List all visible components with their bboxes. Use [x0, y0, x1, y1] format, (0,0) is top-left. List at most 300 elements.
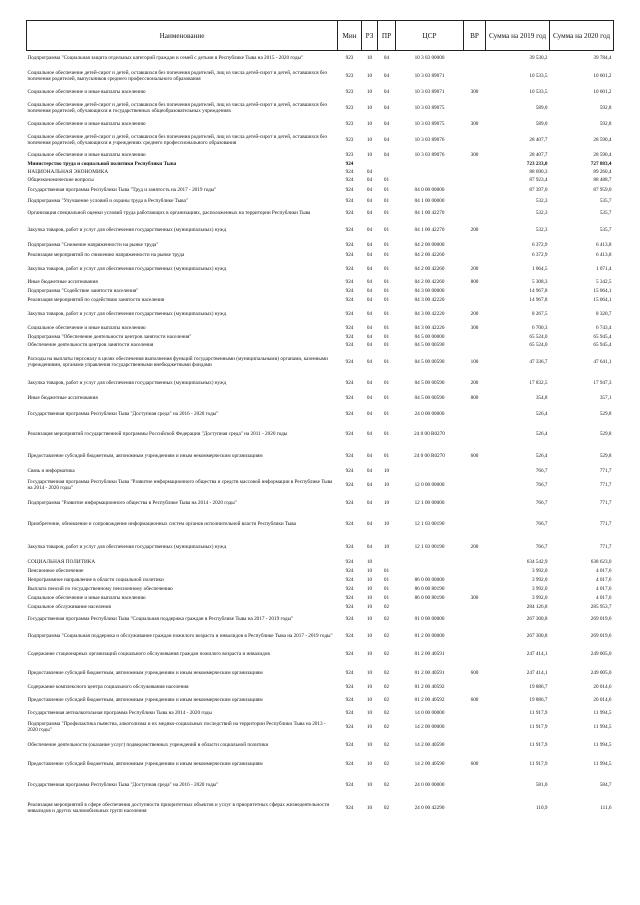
row-name: Связь и информатика	[27, 468, 75, 474]
row-csr: 10 3 03 89075	[414, 120, 445, 127]
row-sum-2020: 771,7	[599, 499, 612, 506]
row-sum-2020: 592,8	[599, 120, 612, 127]
row-vr	[464, 168, 486, 176]
row-vr	[464, 495, 486, 511]
row-sum-2019: 766,7	[535, 482, 548, 488]
row-min: 924	[345, 760, 354, 767]
table-row	[27, 129, 614, 151]
row-name: СОЦИАЛЬНАЯ ПОЛИТИКА	[27, 558, 96, 565]
row-csr: 04 5 00 00590	[414, 395, 445, 401]
row-vr	[464, 796, 486, 820]
row-vr	[464, 295, 486, 305]
row-vr: 300	[470, 152, 479, 158]
row-vr	[464, 709, 486, 718]
row-csr: 04 2 00 00000	[414, 241, 445, 248]
row-min: 924	[345, 586, 354, 592]
table-row	[27, 423, 614, 445]
row-pr: 02	[383, 696, 390, 703]
row-name: Общеэкономические вопросы	[27, 176, 94, 183]
table-row	[27, 585, 614, 594]
row-vr	[464, 627, 486, 645]
row-pr: 02	[383, 804, 390, 811]
row-sum-2020: 4 017,6	[595, 586, 612, 592]
row-pr: 01	[383, 241, 390, 248]
row-name: Государственная антиалкогольная программа Республики Тыва на 2014 - 2020 годы	[27, 710, 212, 716]
row-name: Государственная программа Республики Тыва "Социальная поддержка граждан в Республике Тыва на 2017 - 2019 годы"	[27, 615, 294, 622]
row-csr: 10 3 03 89076	[414, 152, 445, 158]
row-csr: 04 5 00 00590	[414, 358, 445, 365]
row-sum-2019: 581,0	[535, 781, 548, 788]
row-pr: 01	[383, 226, 390, 233]
row-sum-2020: 20 014,6	[593, 696, 612, 703]
row-sum-2019: 1 064,5	[531, 265, 548, 272]
row-vr: 300	[470, 595, 479, 601]
row-vr	[464, 97, 486, 119]
row-csr: 12 0 00 00000	[414, 482, 445, 488]
row-min: 924	[345, 683, 354, 690]
row-csr: 24 0 00 R0270	[414, 452, 445, 459]
row-rz: 10	[366, 650, 373, 657]
row-vr	[464, 645, 486, 663]
table-row	[27, 160, 614, 168]
row-sum-2019: 589,0	[535, 120, 548, 127]
row-sum-2020: 47 641,1	[593, 358, 612, 365]
row-sum-2019: 88 690,3	[529, 168, 548, 175]
row-min: 924	[345, 482, 354, 488]
row-pr: 01	[383, 279, 390, 285]
row-csr: 04 3 00 42220	[414, 324, 445, 331]
row-csr: 10 3 03 89075	[414, 104, 445, 111]
table-row	[27, 206, 614, 220]
row-rz: 10	[366, 723, 373, 730]
header-min: Мин	[338, 21, 362, 51]
row-csr: 86 0 00 80190	[414, 586, 445, 592]
row-pr: 04	[383, 104, 390, 111]
row-min: 924	[345, 603, 354, 610]
row-rz: 10	[366, 152, 373, 158]
row-min: 924	[345, 241, 354, 248]
row-sum-2019: 284 126,8	[526, 603, 548, 610]
row-rz: 04	[366, 324, 373, 331]
row-min: 923	[345, 88, 354, 95]
row-min: 924	[345, 410, 354, 417]
row-name: Предоставление субсидий бюджетным, автономным учреждениям и иным некоммерческим организациям	[27, 760, 263, 767]
row-csr	[396, 567, 464, 576]
row-name: Закупка товаров, работ и услуг для обеспечения государственных (муниципальных) нужд	[27, 543, 227, 550]
row-name: Подпрограмма "Снижение напряженности на рынке труда"	[27, 241, 159, 248]
row-vr	[464, 160, 486, 168]
row-name: Иные бюджетные ассигнования	[27, 395, 98, 401]
row-sum-2020: 535,7	[599, 197, 612, 204]
row-sum-2019: 766,7	[535, 499, 548, 506]
row-sum-2020: 15 064,1	[593, 296, 612, 303]
row-name: Подпрограмма "Содействие занятости населения"	[27, 287, 139, 294]
row-min: 924	[345, 577, 354, 583]
row-rz: 10	[366, 586, 373, 592]
row-sum-2020: 771,7	[599, 468, 612, 474]
row-vr: 600	[470, 669, 479, 676]
row-name: Закупка товаров, работ и услуг для обеспечения государственных (муниципальных) нужд	[27, 310, 227, 317]
row-vr	[464, 467, 486, 476]
row-name: Содержание комплексного центра социального обслуживания населения	[27, 683, 189, 690]
row-vr	[464, 333, 486, 341]
row-pr: 10	[383, 468, 390, 474]
row-min: 924	[345, 197, 354, 204]
row-sum-2020: 727 883,4	[590, 160, 612, 167]
row-pr: 01	[383, 287, 390, 294]
row-csr: 04 3 00 42220	[414, 310, 445, 317]
row-pr: 10	[383, 482, 390, 488]
row-csr: 14 2 00 00000	[414, 723, 445, 730]
row-min: 924	[345, 342, 354, 348]
row-csr: 04 5 00 00000	[414, 333, 445, 340]
row-rz: 04	[366, 430, 373, 437]
table-row	[27, 87, 614, 97]
row-sum-2019: 3 992,0	[531, 568, 548, 574]
row-csr	[396, 467, 464, 476]
row-vr	[464, 736, 486, 754]
row-min: 924	[345, 781, 354, 788]
row-vr: 200	[470, 310, 479, 317]
row-min: 924	[345, 324, 354, 331]
row-min: 924	[345, 710, 354, 716]
row-sum-2019: 65 524,0	[529, 342, 548, 348]
row-rz: 04	[366, 265, 373, 272]
row-vr	[464, 511, 486, 537]
row-csr: 04 2 00 42260	[414, 265, 445, 272]
row-vr	[464, 567, 486, 576]
row-vr	[464, 683, 486, 691]
row-sum-2019: 3 992,0	[531, 586, 548, 592]
row-sum-2019: 723 233,0	[526, 160, 548, 167]
row-pr: 02	[383, 632, 390, 639]
row-csr	[396, 160, 464, 168]
row-sum-2019: 267 300,8	[526, 632, 548, 639]
row-name: Социальное обслуживание населения	[27, 603, 111, 610]
row-csr: 04 2 00 42260	[414, 279, 445, 285]
table-row	[27, 323, 614, 333]
row-min: 924	[345, 358, 354, 365]
table-row	[27, 151, 614, 160]
row-csr: 12 1 03 00190	[414, 520, 445, 527]
row-min: 924	[345, 543, 354, 550]
row-min: 924	[345, 176, 354, 183]
row-sum-2020: 39 784,4	[550, 51, 614, 65]
row-rz: 04	[366, 197, 373, 204]
row-sum-2019: 766,7	[535, 468, 548, 474]
row-sum-2020: 771,7	[599, 543, 612, 550]
table-row	[27, 250, 614, 260]
row-sum-2020: 6 413,8	[595, 251, 612, 258]
row-vr	[464, 65, 486, 87]
row-csr: 24 0 00 42290	[414, 804, 445, 811]
row-pr: 01	[383, 310, 390, 317]
row-vr	[464, 423, 486, 445]
table-header	[27, 21, 614, 51]
row-rz: 10	[366, 696, 373, 703]
row-rz: 04	[366, 395, 373, 401]
row-pr: 01	[383, 265, 390, 272]
row-rz: 10	[366, 603, 373, 610]
row-vr: 600	[470, 696, 479, 703]
row-pr	[378, 557, 396, 567]
row-vr	[464, 405, 486, 423]
row-csr: 12 1 03 00190	[414, 543, 445, 550]
row-name: Подпрограмма "Профилактика пьянства, алкоголизма и их медико-социальных последствий на территории Республики Тыва на 2013 - 2020 годы"	[27, 720, 326, 733]
row-sum-2019: 19 886,7	[529, 683, 548, 690]
row-csr: 01 0 00 00000	[414, 615, 445, 622]
row-sum-2019: 65 524,0	[529, 333, 548, 340]
row-pr: 01	[383, 410, 390, 417]
row-pr: 01	[383, 342, 390, 348]
row-rz: 04	[366, 499, 373, 506]
row-sum-2020: 15 064,1	[593, 287, 612, 294]
row-name: Пенсионное обеспечение	[27, 568, 84, 574]
row-pr: 01	[383, 333, 390, 340]
row-sum-2020: 11 994,5	[593, 760, 612, 767]
table-row	[27, 176, 614, 184]
row-vr	[464, 341, 486, 350]
row-pr: 01	[383, 176, 390, 183]
budget-table	[26, 20, 614, 820]
row-csr: 14 2 00 40590	[414, 741, 445, 748]
row-sum-2020: 88 488,7	[593, 176, 612, 183]
row-min: 924	[345, 632, 354, 639]
row-sum-2020: 771,7	[599, 482, 612, 488]
row-csr: 10 3 03 89076	[414, 136, 445, 143]
table-row	[27, 796, 614, 820]
row-rz: 10	[366, 615, 373, 622]
row-pr	[378, 160, 396, 168]
table-row	[27, 774, 614, 796]
table-row	[27, 476, 614, 495]
table-row	[27, 392, 614, 405]
row-sum-2020: 592,8	[599, 104, 612, 111]
row-csr: 14 2 00 40590	[414, 760, 445, 767]
row-sum-2019: 766,7	[535, 520, 548, 527]
row-min: 924	[345, 265, 354, 272]
row-pr: 01	[383, 577, 390, 583]
row-pr: 02	[383, 603, 390, 610]
row-pr: 02	[383, 710, 390, 716]
row-name: Подпрограмма "Улучшение условий и охраны труда в Республике Тыва"	[27, 197, 188, 204]
row-vr	[464, 557, 486, 567]
row-name: Подпрограмма "Социальная защита отдельных категорий граждан и семей с детьми в Республике Тыва на 2015 - 2020 годы"	[27, 51, 338, 65]
row-min: 924	[345, 186, 354, 193]
row-rz: 04	[366, 379, 373, 386]
table-row	[27, 295, 614, 305]
row-rz: 04	[366, 468, 373, 474]
row-sum-2020: 111,6	[600, 804, 612, 811]
row-sum-2020: 11 994,5	[593, 710, 612, 716]
row-pr: 01	[383, 379, 390, 386]
row-min: 924	[345, 568, 354, 574]
table-row	[27, 663, 614, 683]
row-csr: 10 3 03 89071	[414, 72, 445, 79]
row-vr	[464, 585, 486, 594]
row-vr	[464, 240, 486, 250]
row-min: 924	[345, 499, 354, 506]
row-rz: 10	[366, 760, 373, 767]
row-csr	[396, 176, 464, 184]
row-sum-2019: 47 336,7	[529, 358, 548, 365]
row-min: 924	[345, 379, 354, 386]
row-csr: 86 0 00 00000	[414, 577, 445, 583]
row-csr: 04 2 00 42260	[414, 251, 445, 258]
row-pr	[378, 168, 396, 176]
row-csr: 04 3 00 42220	[414, 296, 445, 303]
row-sum-2019: 532,3	[535, 226, 548, 233]
row-vr: 800	[470, 395, 479, 401]
row-sum-2019: 110,9	[536, 804, 548, 811]
table-row	[27, 350, 614, 374]
header-name: Наименование	[27, 21, 338, 51]
row-min: 924	[345, 558, 354, 565]
row-sum-2020: 357,1	[599, 395, 612, 401]
row-pr: 01	[383, 395, 390, 401]
row-vr	[464, 718, 486, 736]
row-pr: 02	[383, 741, 390, 748]
row-min: 924	[345, 395, 354, 401]
row-rz: 04	[366, 358, 373, 365]
table-row	[27, 278, 614, 287]
row-vr: 200	[470, 379, 479, 386]
row-min: 924	[345, 251, 354, 258]
row-csr: 01 2 00 40591	[414, 669, 445, 676]
table-row	[27, 168, 614, 176]
row-pr: 10	[383, 520, 390, 527]
row-sum-2019: 87 397,0	[529, 186, 548, 193]
header-csr: ЦСР	[396, 21, 464, 51]
row-vr	[464, 206, 486, 220]
row-name: Социальное обеспечение и иные выплаты населению	[27, 152, 146, 158]
row-sum-2019: 247 414,1	[526, 669, 548, 676]
row-csr: 01 2 00 40592	[414, 696, 445, 703]
row-rz: 10	[366, 632, 373, 639]
row-sum-2019: 6 700,3	[531, 324, 548, 331]
row-sum-2019: 3 992,0	[531, 577, 548, 583]
row-sum-2020: 11 994,5	[593, 741, 612, 748]
table-row	[27, 603, 614, 611]
row-sum-2020: 20 014,6	[593, 683, 612, 690]
row-vr	[464, 287, 486, 295]
row-rz: 10	[366, 781, 373, 788]
row-sum-2019: 10 533,5	[529, 88, 548, 95]
header-sum-2019: Сумма на 2019 год	[486, 21, 550, 51]
row-rz: 04	[366, 410, 373, 417]
table-row	[27, 119, 614, 129]
row-rz: 04	[366, 279, 373, 285]
row-min: 924	[345, 615, 354, 622]
row-name: Приобретение, обновление и сопровождение информационных систем органов исполнительной власти Республики Тыва	[27, 520, 296, 527]
row-vr	[464, 51, 486, 65]
table-row	[27, 511, 614, 537]
row-min: 924	[345, 279, 354, 285]
row-pr: 04	[383, 120, 390, 127]
row-name: Закупка товаров, работ и услуг для обеспечения государственных (муниципальных) нужд	[27, 226, 227, 233]
row-rz	[362, 160, 378, 168]
row-rz: 10	[366, 88, 373, 95]
table-row	[27, 557, 614, 567]
table-row	[27, 184, 614, 196]
table-row	[27, 709, 614, 718]
table-row	[27, 683, 614, 691]
row-sum-2020: 10 601,2	[593, 72, 612, 79]
row-sum-2019: 8 267,5	[531, 310, 548, 317]
row-name: Непрограммное направление в области социальной политики	[27, 577, 164, 583]
row-pr: 02	[383, 781, 390, 788]
row-name: Содержание стационарных организаций социального обслуживания граждан пожилого возраста и инвалидов	[27, 650, 270, 657]
table-row	[27, 576, 614, 585]
row-vr: 200	[470, 543, 479, 550]
row-sum-2019: 267 300,8	[526, 615, 548, 622]
row-name: Обеспечение деятельности (оказание услуг) подведомственных учреждений в области социальной политики	[27, 741, 269, 748]
row-sum-2020: 28 590,4	[593, 136, 612, 143]
row-csr: 04 0 00 00000	[414, 186, 445, 193]
row-rz: 10	[366, 577, 373, 583]
row-pr: 04	[383, 88, 390, 95]
table-row	[27, 374, 614, 392]
row-min: 923	[345, 152, 354, 158]
row-name: Закупка товаров, работ и услуг для обеспечения государственных (муниципальных) нужд	[27, 379, 227, 386]
table-row	[27, 97, 614, 119]
row-sum-2020: 1 071,4	[595, 265, 612, 272]
row-sum-2019: 87 923,4	[529, 176, 548, 183]
row-rz: 10	[366, 683, 373, 690]
row-rz: 10	[366, 595, 373, 601]
row-name: Социальное обеспечение и иные выплаты населению	[27, 88, 146, 95]
row-name: Предоставление субсидий бюджетным, автономным учреждениям и иным некоммерческим организациям	[27, 452, 263, 459]
row-min: 924	[345, 168, 354, 175]
row-sum-2019: 354,8	[535, 395, 548, 401]
row-name: Социальное обеспечение детей-сирот и детей, оставшихся без попечения родителей, лиц из числа детей-сирот и детей, оставшихся без попечения родителей, обучающихся в учреждениях среднего профессионального образования	[27, 133, 327, 146]
row-sum-2019: 6 372,9	[531, 241, 548, 248]
table-row	[27, 537, 614, 557]
row-vr	[464, 129, 486, 151]
row-name: Подпрограмма "Обеспечение деятельности центров занятости населения"	[27, 333, 192, 340]
row-vr: 600	[470, 760, 479, 767]
row-pr: 01	[383, 586, 390, 592]
row-name: Иные бюджетные ассигнования	[27, 279, 98, 285]
row-name: Реализация мероприятий по содействию занятости населения	[27, 296, 165, 303]
row-sum-2020: 249 005,0	[590, 650, 612, 657]
row-vr: 600	[470, 452, 479, 459]
row-vr: 200	[470, 226, 479, 233]
row-sum-2020: 65 945,4	[593, 342, 612, 348]
row-min: 924	[345, 160, 354, 167]
row-min: 924	[345, 333, 354, 340]
row-pr: 04	[383, 152, 390, 158]
table-row	[27, 495, 614, 511]
row-rz: 04	[366, 482, 373, 488]
row-rz: 04	[366, 241, 373, 248]
row-rz: 10	[366, 568, 373, 574]
row-min: 923	[338, 51, 362, 65]
row-rz: 10	[366, 136, 373, 143]
row-min: 924	[345, 650, 354, 657]
row-name: Социальное обеспечение и иные выплаты населению	[27, 324, 146, 331]
row-vr: 300	[470, 324, 479, 331]
row-min: 923	[345, 120, 354, 127]
row-sum-2019: 526,4	[535, 452, 548, 459]
row-sum-2020: 529,8	[599, 430, 612, 437]
row-name: Государственная программа Республики Тыва "Развитие информационного общества и средств массовой информации в Республике Тыва на 2014 - 2020 годы"	[27, 479, 333, 491]
row-csr: 24 0 00 R0270	[414, 430, 445, 437]
row-sum-2020: 10 601,2	[593, 88, 612, 95]
row-sum-2020: 5 342,5	[595, 279, 612, 285]
row-vr	[464, 603, 486, 611]
row-sum-2019: 6 372,9	[531, 251, 548, 258]
